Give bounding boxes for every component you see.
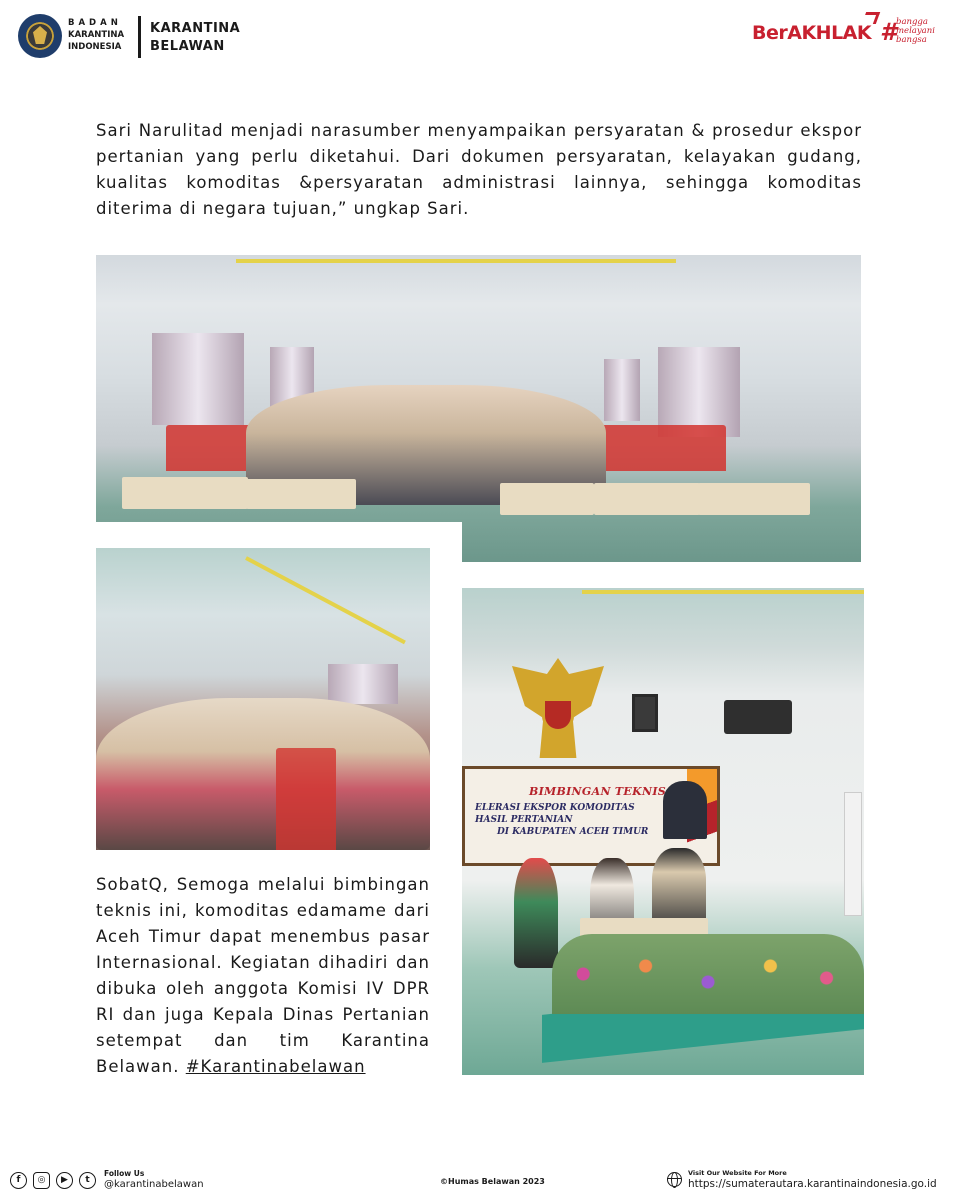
- audience-photo: [96, 548, 430, 850]
- banner-title-line2: DI KABUPATEN ACEH TIMUR: [497, 827, 649, 837]
- footer: [0, 1160, 960, 1200]
- hashtag-logo-icon: #: [880, 18, 897, 46]
- follow-label: Follow Us: [104, 1169, 145, 1178]
- air-conditioner: [844, 792, 862, 916]
- tagline-line3: bangsa: [896, 35, 927, 45]
- agency-name: [68, 17, 132, 53]
- stage-photo: [462, 588, 864, 1075]
- banner-title: [475, 802, 655, 838]
- tagline-line1: bangga: [896, 17, 928, 27]
- window-curtain: [152, 333, 244, 425]
- website-link[interactable]: https://sumaterautara.karantinaindonesia.go.id: [688, 1178, 937, 1190]
- table: [122, 477, 248, 509]
- unit-name: [150, 20, 240, 56]
- table: [500, 483, 594, 515]
- window-curtain: [604, 359, 640, 421]
- twitter-icon[interactable]: t: [79, 1172, 96, 1189]
- social-handle[interactable]: @karantinabelawan: [104, 1179, 204, 1190]
- flower-bed: [552, 934, 864, 1014]
- youtube-icon[interactable]: ▶: [56, 1172, 73, 1189]
- berakhlak-logo: BerAKHLAK: [752, 22, 872, 44]
- header-divider: [138, 16, 141, 58]
- instagram-icon[interactable]: ◎: [33, 1172, 50, 1189]
- seated-audience: [96, 698, 430, 850]
- garuda-shield-icon: [542, 698, 574, 732]
- agency-name-line3: INDONESIA: [68, 42, 122, 52]
- banner-portrait: [663, 781, 707, 839]
- speaker-person: [514, 858, 558, 968]
- campaign-tagline: [896, 18, 935, 45]
- closing-paragraph: [96, 872, 430, 1080]
- facebook-icon[interactable]: f: [10, 1172, 27, 1189]
- unit-name-line2: BELAWAN: [150, 39, 225, 54]
- ceiling-light: [245, 556, 406, 644]
- website-label: Visit Our Website For More: [688, 1169, 787, 1177]
- tagline-line2: melayani: [896, 26, 935, 36]
- banner-title-line1: ELERASI EKSPOR KOMODITAS HASIL PERTANIAN: [475, 803, 635, 825]
- table: [594, 483, 700, 515]
- speaker-person: [652, 848, 706, 928]
- table: [246, 479, 356, 509]
- hashtag-link[interactable]: #Karantinabelawan: [185, 1057, 366, 1076]
- agency-logo-icon: [18, 14, 62, 58]
- group-photo: [96, 255, 861, 562]
- calligraphy-plaque: [724, 700, 792, 734]
- intro-paragraph: Sari Narulitad menjadi narasumber menyampaikan persyaratan & prosedur ekspor pertanian yang perlu diketahui. Dari dokumen persyaratan, kelayakan gudang, kualitas komoditas &persyaratan administrasi lainnya, sehingga komoditas diterima di negara tujuan,” ungkap Sari.: [96, 121, 862, 218]
- banner-heading: BIMBINGAN TEKNIS: [529, 785, 667, 798]
- unit-name-line1: KARANTINA: [150, 21, 241, 36]
- copyright: ©Humas Belawan 2023: [440, 1177, 545, 1186]
- globe-icon: [667, 1172, 682, 1187]
- ceiling-light: [582, 590, 864, 594]
- window-curtain: [658, 347, 740, 437]
- berakhlak-chevron-icon: [862, 12, 880, 24]
- table: [698, 483, 810, 515]
- closing-text: SobatQ, Semoga melalui bimbingan teknis ini, komoditas edamame dari Aceh Timur dapat menembus pasar Internasional. Kegiatan dihadiri dan dibuka oleh anggota Komisi IV DPR RI dan juga Kepala Dinas Pertanian setempat dan tim Karantina Belawan.: [96, 875, 430, 1076]
- window-curtain: [328, 664, 398, 704]
- agency-name-line2: KARANTINA: [68, 30, 125, 40]
- portrait-frame: [632, 694, 658, 732]
- agency-name-line1: BADAN: [68, 18, 122, 28]
- red-chair: [276, 748, 336, 850]
- header: [0, 0, 960, 80]
- ceiling-light: [236, 259, 676, 263]
